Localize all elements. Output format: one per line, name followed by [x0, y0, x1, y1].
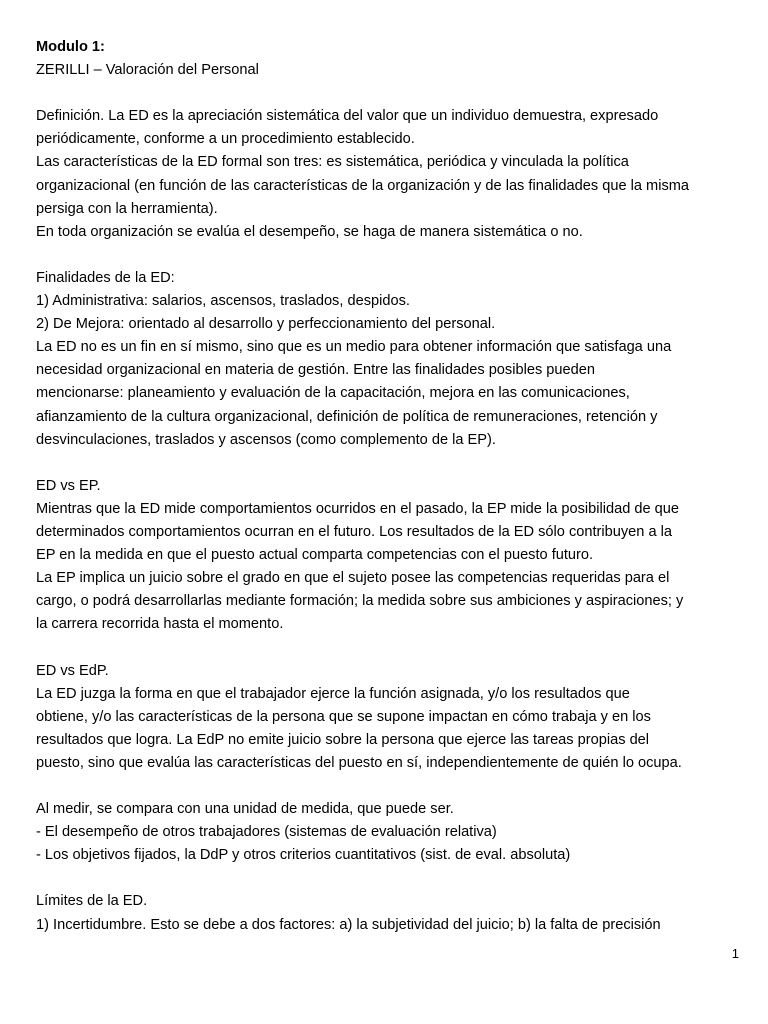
- ed-vs-ep-line: La EP implica un juicio sobre el grado en que el sujeto posee las competencias requeridas para el: [36, 570, 670, 587]
- ed-vs-ep-line: EP en la medida en que el puesto actual comparta competencias con el puesto futuro.: [36, 547, 594, 564]
- limites-line: 1) Incertidumbre. Esto se debe a dos factores: a) la subjetividad del juicio; b) la falta de precisión: [36, 916, 661, 933]
- paragraph-gap: [36, 867, 746, 890]
- limites-section: [36, 890, 746, 936]
- definition-line: Definición. La ED es la apreciación sistemática del valor que un individuo demuestra, expresado: [36, 108, 659, 125]
- ed-vs-ep-line: determinados comportamientos ocurran en el futuro. Los resultados de la ED sólo contribuyen a la: [36, 523, 672, 540]
- medir-section: [36, 798, 746, 867]
- medir-line: - Los objetivos fijados, la DdP y otros criterios cuantitativos (sist. de eval. absoluta): [36, 847, 571, 864]
- paragraph-gap: [36, 244, 746, 267]
- finalidades-heading: Finalidades de la ED:: [36, 269, 175, 286]
- finalidades-line: 1) Administrativa: salarios, ascensos, traslados, despidos.: [36, 293, 410, 310]
- definition-section: [36, 105, 746, 244]
- paragraph-gap: [36, 636, 746, 659]
- ed-vs-edp-line: La ED juzga la forma en que el trabajador ejerce la función asignada, y/o los resultados que: [36, 685, 630, 702]
- paragraph-gap: [36, 452, 746, 475]
- definition-line: En toda organización se evalúa el desempeño, se haga de manera sistemática o no.: [36, 223, 583, 240]
- ed-vs-ep-section: [36, 475, 746, 637]
- ed-vs-ep-line: cargo, o podrá desarrollarlas mediante formación; la medida sobre sus ambiciones y aspiraciones; y: [36, 593, 684, 610]
- limites-heading: Límites de la ED.: [36, 893, 148, 910]
- definition-line: Las características de la ED formal son tres: es sistemática, periódica y vinculada la política: [36, 154, 629, 171]
- paragraph-gap: [36, 775, 746, 798]
- ed-vs-edp-line: puesto, sino que evalúa las características del puesto en sí, independientemente de quién lo ocupa.: [36, 754, 682, 771]
- medir-line: - El desempeño de otros trabajadores (sistemas de evaluación relativa): [36, 824, 497, 841]
- ed-vs-ep-line: Mientras que la ED mide comportamientos ocurridos en el pasado, la EP mide la posibilidad de que: [36, 500, 680, 517]
- ed-vs-ep-line: la carrera recorrida hasta el momento.: [36, 616, 284, 633]
- finalidades-line: mencionarse: planeamiento y evaluación de la capacitación, mejora en las comunicaciones,: [36, 385, 630, 402]
- ed-vs-edp-heading: ED vs EdP.: [36, 662, 109, 679]
- finalidades-line: necesidad organizacional en materia de gestión. Entre las finalidades posibles pueden: [36, 362, 595, 379]
- page-number: 1: [731, 946, 739, 961]
- definition-line: organizacional (en función de las características de la organización y de las finalidades que la misma: [36, 177, 690, 194]
- ed-vs-ep-heading: ED vs EP.: [36, 477, 101, 494]
- finalidades-line: 2) De Mejora: orientado al desarrollo y perfeccionamiento del personal.: [36, 316, 496, 333]
- finalidades-line: La ED no es un fin en sí mismo, sino que es un medio para obtener información que satisfaga una: [36, 339, 672, 356]
- module-title: Modulo 1:: [36, 39, 105, 55]
- ed-vs-edp-line: obtiene, y/o las características de la persona que se supone impactan en cómo trabaja y en los: [36, 708, 651, 725]
- document-page: [36, 36, 746, 937]
- definition-line: periódicamente, conforme a un procedimiento establecido.: [36, 131, 415, 148]
- document-subtitle: ZERILLI – Valoración del Personal: [36, 62, 259, 79]
- finalidades-section: [36, 267, 746, 452]
- ed-vs-edp-section: [36, 660, 746, 775]
- paragraph-gap: [36, 82, 746, 105]
- medir-line: Al medir, se compara con una unidad de medida, que puede ser.: [36, 801, 454, 818]
- finalidades-line: desvinculaciones, traslados y ascensos (como complemento de la EP).: [36, 431, 496, 448]
- finalidades-line: afianzamiento de la cultura organizacional, definición de política de remuneraciones, retención y: [36, 408, 658, 425]
- definition-line: persiga con la herramienta).: [36, 200, 218, 217]
- ed-vs-edp-line: resultados que logra. La EdP no emite juicio sobre la persona que ejerce las tareas propias del: [36, 731, 650, 748]
